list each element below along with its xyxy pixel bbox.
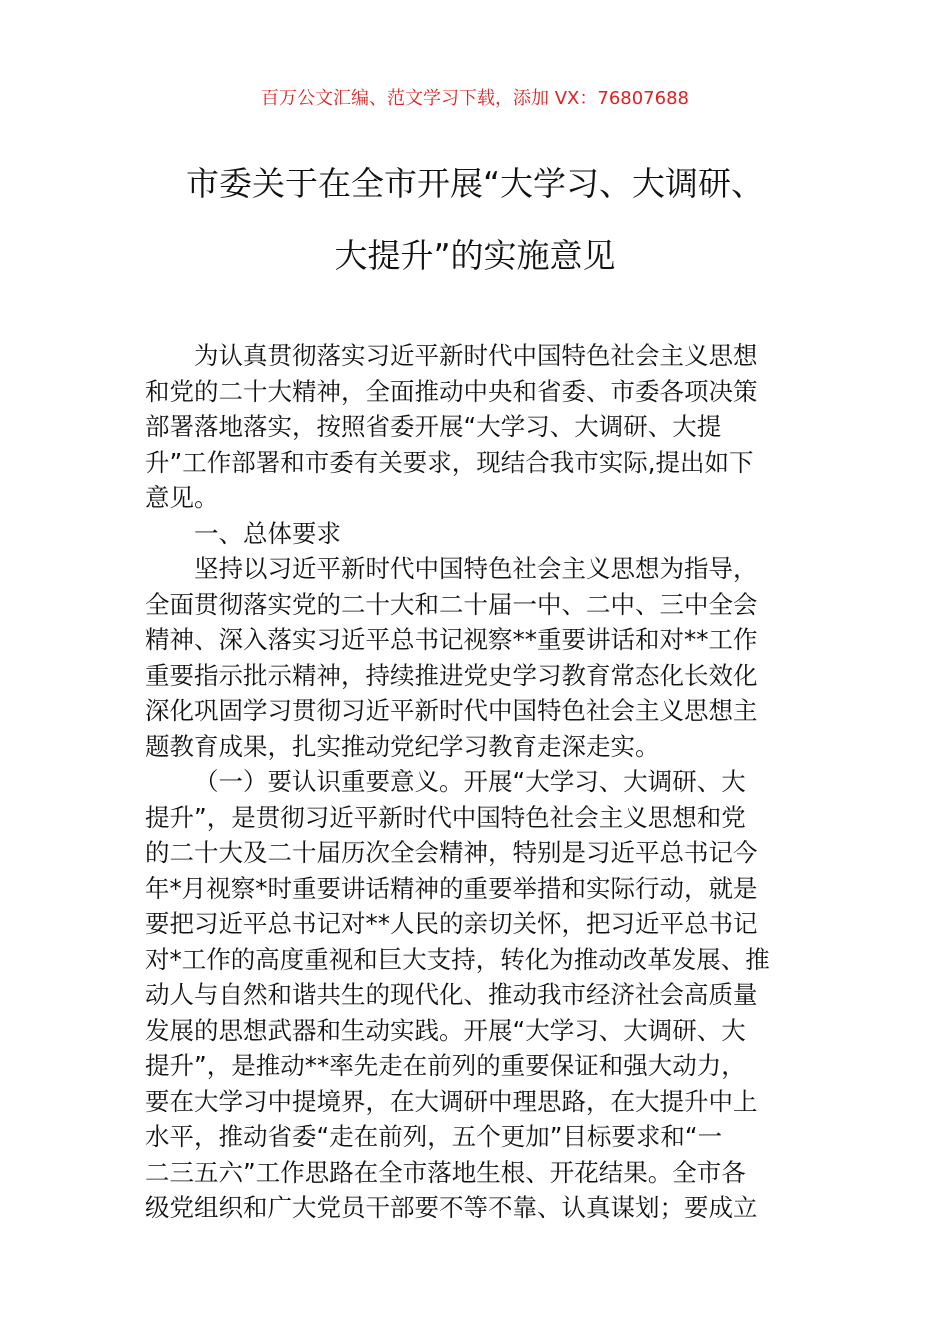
text-line: 水平，推动省委“走在前列，五个更加”目标要求和“一 [145, 1122, 723, 1151]
text-line: 级党组织和广大党员干部要不等不靠、认真谋划；要成立 [145, 1193, 758, 1222]
text-line: （一）要认识重要意义。开展“大学习、大调研、大 [194, 767, 746, 796]
section-heading: 一、总体要求 [194, 518, 341, 548]
text-line: 提升”，是推动**率先走在前列的重要保证和强大动力， [145, 1051, 746, 1080]
document-title-line-2: 大提升”的实施意见 [334, 236, 616, 275]
watermark-header: 百万公文汇编、范文学习下载，添加 VX：76807688 [261, 88, 689, 109]
text-line: 年*月视察*时重要讲话精神的重要举措和实际行动，就是 [145, 873, 758, 903]
text-line: 要在大学习中提境界，在大调研中理思路，在大提升中上 [145, 1086, 758, 1116]
text-line: 题教育成果，扎实推动党纪学习教育走深走实。 [145, 731, 660, 761]
text-line: 升”工作部署和市委有关要求，现结合我市实际,提出如下 [145, 447, 754, 477]
text-line: 的二十大及二十届历次全会精神，特别是习近平总书记今 [145, 838, 758, 867]
document-title-line-1: 市委关于在全市开展“大学习、大调研、 [185, 164, 765, 203]
text-line: 精神、深入落实习近平总书记视察**重要讲话和对**工作 [145, 625, 758, 654]
text-line: 对*工作的高度重视和巨大支持，转化为推动改革发展、推 [145, 944, 770, 974]
document-body [145, 338, 807, 1226]
text-line: 全面贯彻落实党的二十大和二十届一中、二中、三中全会 [145, 589, 758, 619]
text-line: 重要指示批示精神，持续推进党史学习教育常态化长效化 [145, 660, 758, 690]
text-line: 意见。 [145, 483, 219, 512]
text-line: 为认真贯彻落实习近平新时代中国特色社会主义思想 [194, 341, 758, 370]
text-line: 二三五六”工作思路在全市落地生根、开花结果。全市各 [145, 1157, 746, 1187]
text-line: 提升”，是贯彻习近平新时代中国特色社会主义思想和党 [145, 802, 746, 832]
paragraph-guidance [145, 551, 807, 764]
section-heading-general-requirements [145, 516, 807, 552]
paragraph-intro [145, 338, 807, 516]
text-line: 动人与自然和谐共生的现代化、推动我市经济社会高质量 [145, 980, 758, 1009]
text-line: 和党的二十大精神，全面推动中央和省委、市委各项决策 [145, 376, 758, 406]
text-line: 坚持以习近平新时代中国特色社会主义思想为指导， [194, 554, 758, 583]
text-line: 发展的思想武器和生动实践。开展“大学习、大调研、大 [145, 1015, 746, 1045]
paragraph-significance [145, 764, 807, 1226]
text-line: 要把习近平总书记对**人民的亲切关怀，把习近平总书记 [145, 909, 758, 938]
text-line: 深化巩固学习贯彻习近平新时代中国特色社会主义思想主 [145, 696, 758, 725]
text-line: 部署落地落实，按照省委开展“大学习、大调研、大提 [145, 412, 722, 441]
